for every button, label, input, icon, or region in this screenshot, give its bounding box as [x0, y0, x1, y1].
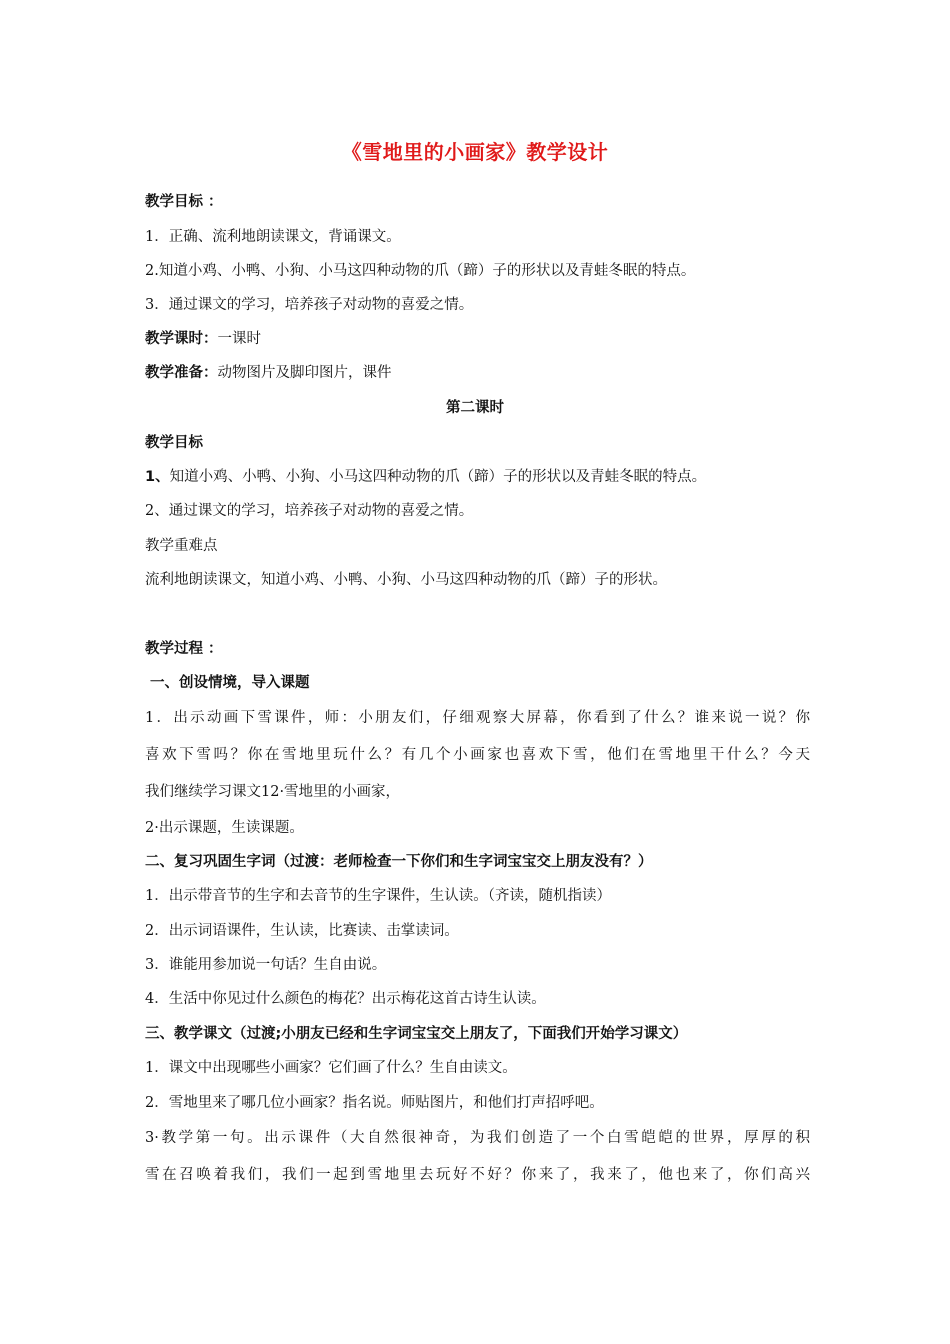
paragraph	[145, 467, 810, 487]
paragraph	[145, 1165, 810, 1185]
paragraph-class-hours	[145, 329, 810, 349]
section-heading-part-2	[145, 852, 810, 872]
paragraph	[145, 1058, 810, 1078]
paragraph	[145, 818, 810, 838]
line-label: 一、创设情境，导入课题	[145, 675, 310, 691]
paragraph	[145, 989, 810, 1009]
paragraph	[145, 708, 810, 728]
line-text: 2．雪地里来了哪几位小画家？指名说。师贴图片，和他们打声招呼吧。	[145, 1095, 604, 1111]
section-heading-part-1	[145, 673, 810, 693]
paragraph	[145, 501, 810, 521]
section-heading-objectives	[145, 433, 810, 453]
line-text: 3．通过课文的学习，培养孩子对动物的喜爱之情。	[145, 297, 474, 313]
line-text: 1．正确、流利地朗读课文，背诵课文。	[145, 229, 401, 245]
line-text: 3．谁能用参加说一句话？生自由说。	[145, 957, 387, 973]
line-text: 动物图片及脚印图片，课件	[217, 365, 392, 381]
paragraph	[145, 1128, 810, 1148]
paragraph	[145, 570, 810, 590]
line-text: 知道小鸡、小鸭、小狗、小马这四种动物的爪（蹄）子的形状以及青蛙冬眠的特点。	[169, 469, 707, 485]
paragraph	[145, 536, 810, 556]
line-label: 教学目标 ：	[145, 194, 223, 210]
paragraph	[145, 227, 810, 247]
line-text: 雪在召唤着我们，我们一起到雪地里去玩好不好？你来了，我来了，他也来了，你们高兴	[145, 1167, 810, 1183]
paragraph	[145, 295, 810, 315]
line-label: 教学目标	[145, 435, 203, 451]
line-text: 3·教学第一句。出示课件（大自然很神奇，为我们创造了一个白雪皑皑的世界，厚厚的积	[145, 1130, 810, 1146]
line-label: 教学课时：	[145, 331, 218, 347]
paragraph-preparation	[145, 363, 810, 383]
line-label: 二、复习巩固生字词（过渡：老师检查一下你们和生字词宝宝交上朋友没有？）	[145, 854, 653, 870]
line-text: 2、通过课文的学习，培养孩子对动物的喜爱之情。	[145, 503, 474, 519]
line-text: 一课时	[217, 331, 261, 347]
paragraph	[145, 886, 810, 906]
line-text: 2·出示课题，生读课题。	[145, 820, 304, 836]
line-text: 2．出示词语课件，生认读，比赛读、击掌读词。	[145, 923, 459, 939]
line-text: 1．课文中出现哪些小画家？它们画了什么？生自由读文。	[145, 1060, 517, 1076]
line-label: 教学过程 ：	[145, 641, 223, 657]
section-heading-part-3	[145, 1024, 810, 1044]
paragraph	[145, 955, 810, 975]
line-text: 1．出示带音节的生字和去音节的生字课件，生认读。（齐读，随机指读）	[145, 888, 611, 904]
line-text: 喜欢下雪吗？你在雪地里玩什么？有几个小画家也喜欢下雪，他们在雪地里干什么？今天	[145, 747, 810, 763]
line-text: 我们继续学习课文12·雪地里的小画家，	[145, 784, 401, 800]
line-text: 1．出示动画下雪课件，师：小朋友们，仔细观察大屏幕，你看到了什么？谁来说一说？你	[145, 710, 810, 726]
paragraph	[145, 921, 810, 941]
line-label: 1、	[145, 469, 170, 485]
line-label: 教学准备：	[145, 365, 218, 381]
document-title: 《雪地里的小画家》教学设计	[341, 140, 609, 164]
paragraph	[145, 782, 810, 802]
paragraph	[145, 261, 810, 281]
line-label: 三、教学课文（过渡;小朋友已经和生字词宝宝交上朋友了，下面我们开始学习课文）	[145, 1026, 688, 1042]
section-heading-second-lesson	[0, 398, 950, 418]
section-heading-process	[145, 639, 810, 659]
section-heading-objectives	[145, 192, 810, 212]
paragraph	[145, 1093, 810, 1113]
line-text: 教学重难点	[145, 538, 218, 554]
line-label: 第二课时	[446, 400, 504, 416]
line-text: 2.知道小鸡、小鸭、小狗、小马这四种动物的爪（蹄）子的形状以及青蛙冬眠的特点。	[145, 263, 696, 279]
paragraph	[145, 745, 810, 765]
line-text: 4．生活中你见过什么颜色的梅花？出示梅花这首古诗生认读。	[145, 991, 546, 1007]
line-text: 流利地朗读课文，知道小鸡、小鸭、小狗、小马这四种动物的爪（蹄）子的形状。	[145, 572, 667, 588]
